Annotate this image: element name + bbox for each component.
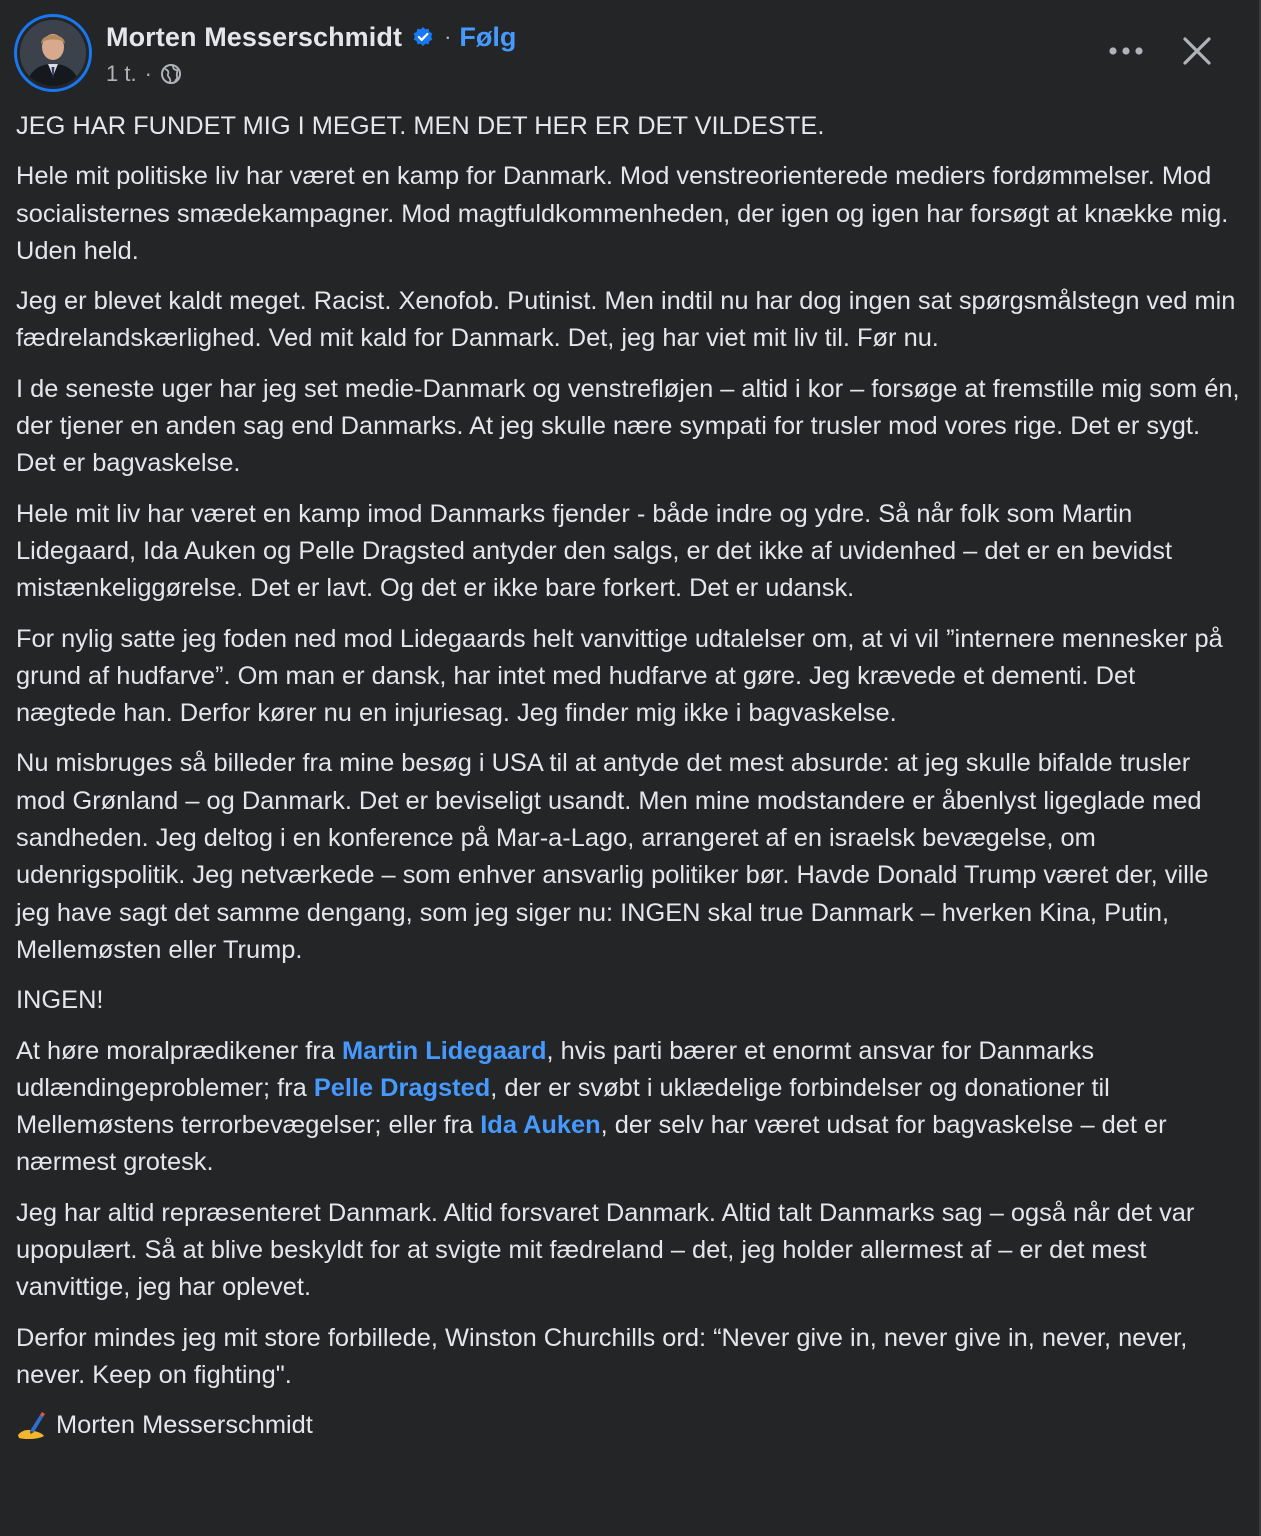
paragraph-text: , der selv har været udsat for bagvaskelse – det er nærmest grotesk. [16, 1111, 1167, 1177]
post-paragraph-5: Hele mit liv har været en kamp imod Danmarks fjender - både indre og ydre. Så når folk som Martin Lidegaard, Ida Auken og Pelle Dragsted antyder den salgs, er det ikke af uvidenhed – det er en bevidst mistænkeliggørelse. Det er lavt. Og det er ikke bare forkert. Det er udansk. [16, 499, 1173, 603]
post-body [16, 108, 1241, 1458]
author-name[interactable]: Morten Messerschmidt [106, 21, 403, 52]
post-meta [106, 60, 182, 88]
author-name-row [106, 20, 516, 54]
more-options-button[interactable] [1104, 36, 1148, 66]
post-paragraph-2: Hele mit politiske liv har været en kamp for Danmark. Mod venstreorienterede mediers fordømmelser. Mod socialisternes smædekampagner. Mod magtfuldkommenheden, der igen og igen har forsøgt at knække mig. Uden held. [16, 162, 1229, 265]
signature-name: Morten Messerschmidt [56, 1411, 313, 1440]
meta-separator-dot: · [144, 61, 152, 86]
signature [16, 1407, 1241, 1444]
post-paragraph-7: Nu misbruges så billeder fra mine besøg i USA til at antyde det mest absurde: at jeg skulle bifalde trusler mod Grønland – og Danmark. Det er beviseligt usandt. Men mine modstandere er åbenlyst ligeglade med sandheden. Jeg deltog i en konference på Mar-a-Lago, arrangeret af en israelsk bevægelse, om udenrigspolitik. Jeg netværkede – som enhver ansvarlig politiker bør. Havde Donald Trump været der, ville jeg have sagt det samme dengang, som jeg siger nu: INGEN skal true Danmark – hverken Kina, Putin, Mellemøsten eller Trump. [16, 749, 1209, 964]
post-paragraph-4: I de seneste uger har jeg set medie-Danmark og venstrefløjen – altid i kor – forsøge at fremstille mig som én, der tjener en anden sag end Danmarks. At jeg skulle nære sympati for trusler mod vores rige. Det er sygt. Det er bagvaskelse. [16, 374, 1240, 478]
globe-icon[interactable] [160, 63, 182, 85]
paragraph-text: , hvis parti bærer et enormt ansvar for Danmarks udlændingeproblemer; fra [16, 1036, 1095, 1102]
author-avatar[interactable] [14, 14, 92, 92]
paragraph-text: At høre moralprædikener fra [16, 1036, 342, 1065]
post-paragraph-3: Jeg er blevet kaldt meget. Racist. Xenofob. Putinist. Men indtil nu har dog ingen sat spørgsmålstegn ved min fædrelandskærlighed. Ved mit kald for Danmark. Det, jeg har viet mit liv til. Før nu. [16, 287, 1236, 353]
close-icon [1182, 36, 1212, 66]
post-paragraph-6: For nylig satte jeg foden ned mod Lidegaards helt vanvittige udtalelser om, at vi vil ”internere mennesker på grund af hudfarve”. Om man er dansk, har intet med hudfarve at gøre. Jeg krævede et dementi. Det nægtede han. Derfor kører nu en injuriesag. Jeg finder mig ikke i bagvaskelse. [16, 624, 1223, 728]
post-timestamp[interactable]: 1 t. [106, 61, 137, 86]
mention-pelle-dragsted[interactable]: Pelle Dragsted [313, 1073, 491, 1102]
mention-martin-lidegaard[interactable]: Martin Lidegaard [341, 1036, 547, 1065]
post-paragraph-11: Derfor mindes jeg mit store forbillede, Winston Churchills ord: “Never give in, never give in, never, never, never. Keep on fighting". [16, 1323, 1188, 1389]
person-icon [20, 20, 86, 86]
paragraph-text: , der er svøbt i uklædelige forbindelser og donationer til Mellemøstens terrorbevægelser; eller fra [16, 1073, 1110, 1140]
writing-hand-icon [16, 1411, 46, 1441]
post-paragraph-8: INGEN! [16, 986, 104, 1015]
mention-ida-auken[interactable]: Ida Auken [480, 1111, 601, 1140]
post-paragraph-9 [16, 1033, 1241, 1182]
more-options-icon [1108, 46, 1144, 56]
avatar-photo [20, 20, 86, 86]
post-header [14, 14, 1244, 94]
separator-dot: · [444, 24, 452, 49]
post-paragraph-10: Jeg har altid repræsenteret Danmark. Altid forsvaret Danmark. Altid talt Danmarks sag – også når det var upopulært. Så at blive beskyldt for at svigte mit fædreland – det, jeg holder allermest af – er det mest vanvittige, jeg har oplevet. [16, 1198, 1195, 1302]
follow-button[interactable]: Følg [459, 21, 517, 52]
verified-badge-icon [412, 26, 434, 48]
post-paragraph-1: JEG HAR FUNDET MIG I MEGET. MEN DET HER ER DET VILDESTE. [16, 112, 825, 140]
close-button[interactable] [1174, 28, 1220, 74]
